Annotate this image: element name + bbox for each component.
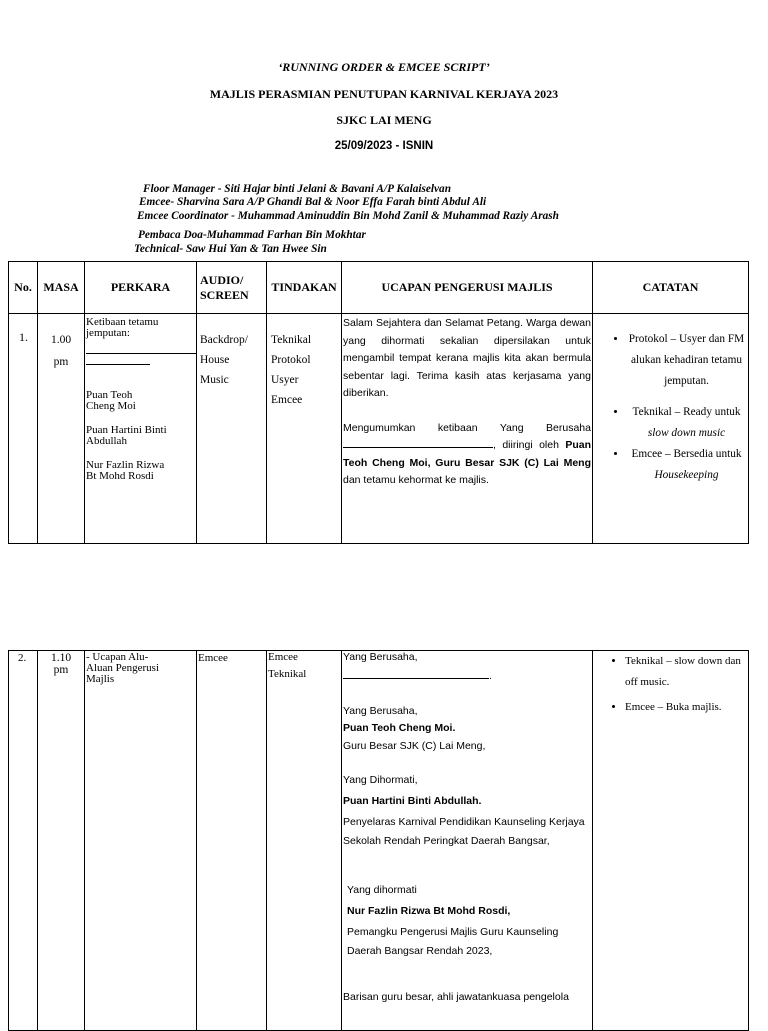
row1-ucapan: [342, 314, 593, 544]
school-name: SJKC LAI MENG: [336, 113, 432, 127]
row2-speech-blank: [343, 669, 489, 679]
row2-speech-l4: Guru Besar SJK (C) Lai Meng,: [343, 739, 486, 752]
col-header-audio-line1: AUDIO/: [200, 272, 244, 287]
row1-tindakan-4: Emcee: [271, 394, 303, 406]
row2-speech-l2: Yang Berusaha,: [343, 704, 418, 717]
col-header-tindakan: TINDAKAN: [267, 262, 342, 314]
row1-note-protokol: • Protokol – Usyer dan FM alukan kehadiran tetamu jemputan.: [627, 329, 746, 392]
row2-masa: [38, 651, 85, 1031]
document-title: ‘RUNNING ORDER & EMCEE SCRIPT’: [278, 60, 490, 74]
col-header-audio-line2: SCREEN: [200, 287, 249, 302]
row1-note-emcee-text: Emcee – Bersedia untuk: [631, 448, 742, 460]
row2-ucapan: [342, 651, 593, 1031]
row1-speech-blank: [343, 437, 493, 448]
row1-speech-p2: [343, 420, 591, 490]
row1-blank-1: [86, 339, 196, 354]
crew-emcee-coordinator: Emcee Coordinator - Muhammad Aminuddin Bin Mohd Zanil & Muhammad Raziy Arash: [137, 210, 559, 222]
row1-masa-time: 1.00: [50, 334, 72, 346]
col-header-no: No.: [9, 262, 38, 314]
row1-tindakan-1: Teknikal: [271, 334, 312, 346]
row2-perkara: [85, 651, 197, 1031]
row1-perkara-title: Ketibaan tetamu jemputan:: [86, 316, 159, 339]
row1-masa-ampm: pm: [53, 356, 69, 368]
row2-note-teknikal-text: Teknikal – slow down dan off music.: [625, 655, 741, 688]
row2-speech-l10: Pemangku Pengerusi Majlis Guru Kaunseling Daerah Bangsar Rendah 2023,: [347, 926, 559, 957]
row1-note-teknikal: [627, 402, 746, 444]
row1-note-teknikal-italic: slow down music: [647, 427, 726, 439]
row1-audio-line3: Music: [200, 374, 229, 386]
row2-masa-ampm: pm: [53, 664, 69, 676]
row1-speech-principal: Puan Teoh Cheng Moi, Guru Besar SJK (C) Lai Meng: [343, 439, 591, 469]
row1-catatan: [593, 314, 749, 544]
row1-blank-2: [86, 361, 150, 365]
col-header-perkara: PERKARA: [85, 262, 197, 314]
crew-technical: Technical- Saw Hui Yan & Tan Hwee Sin: [134, 243, 327, 255]
row2-perkara-text: - Ucapan Alu-Aluan Pengerusi Majlis: [86, 651, 160, 685]
col-header-masa: MASA: [38, 262, 85, 314]
row1-note-emcee: [627, 444, 746, 486]
crew-prayer-reader: Pembaca Doa-Muhammad Farhan Bin Mokhtar: [138, 229, 366, 241]
row2-speech-l5: Yang Dihormati,: [343, 774, 418, 786]
row1-audio-line2: House: [200, 354, 230, 366]
row1-tindakan-2: Protokol: [271, 354, 311, 366]
row2-tindakan: [267, 651, 342, 1031]
row2-speech-l8: Yang dihormati: [347, 884, 417, 896]
col-header-audio: [197, 262, 267, 314]
row1-guest-2: Puan Hartini Binti Abdullah: [86, 424, 167, 447]
col-header-ucapan: UCAPAN PENGERUSI MAJLIS: [342, 262, 593, 314]
row1-speech-p1: Salam Sejahtera dan Selamat Petang. Warga dewan yang dihormati sekalian dipersilakan untuk mengambil tempat kerana majlis kita akan bermula sebentar lagi. Terima kasih atas kerjasama yang diberikan.: [343, 317, 591, 399]
row2-no: 2.: [9, 651, 38, 1031]
row1-audio: [197, 314, 267, 544]
row1-guest-3: Nur Fazlin Rizwa Bt Mohd Rosdi: [86, 459, 165, 482]
crew-floor-manager: Floor Manager - Siti Hajar binti Jelani & Bavani A/P Kalaiselvan: [143, 183, 451, 195]
table-row: [9, 314, 749, 544]
row2-masa-time: 1.10: [50, 652, 72, 664]
row1-tindakan-3: Usyer: [271, 374, 299, 386]
row2-audio: Emcee: [197, 651, 267, 1031]
row1-perkara: [85, 314, 197, 544]
crew-emcee: Emcee- Sharvina Sara A/P Ghandi Bal & Noor Effa Farah binti Abdul Ali: [139, 196, 487, 208]
row1-note-emcee-italic: Housekeeping: [654, 469, 719, 481]
row2-speech-l7: Penyelaras Karnival Pendidikan Kaunseling Kerjaya Sekolah Rendah Peringkat Daerah Bangsar,: [343, 816, 585, 847]
schedule-table-2: [8, 650, 749, 1031]
row2-tindakan-1: Emcee: [268, 651, 298, 663]
row2-note-teknikal: [625, 651, 746, 693]
row2-speech-blank-line: .: [343, 668, 591, 686]
row2-speech-l9: Nur Fazlin Rizwa Bt Mohd Rosdi,: [347, 904, 511, 917]
row1-audio-line1: Backdrop/: [200, 334, 248, 346]
row1-masa: [38, 314, 85, 544]
row2-note-emcee: • Emcee – Buka majlis.: [625, 697, 746, 718]
schedule-table-1: [8, 261, 749, 544]
row1-no: 1.: [9, 314, 38, 544]
col-header-catatan: CATATAN: [593, 262, 749, 314]
row2-speech-l1: Yang Berusaha,: [343, 651, 418, 663]
row1-tindakan: [267, 314, 342, 544]
row1-speech-guests: dan tetamu kehormat ke majlis.: [343, 474, 489, 486]
row1-guest-1: Puan Teoh Cheng Moi: [86, 389, 136, 412]
row2-speech-l11: Barisan guru besar, ahli jawatankuasa pengelola: [343, 991, 569, 1003]
table-row: [9, 651, 749, 1031]
table-header-row: [9, 262, 749, 314]
row2-tindakan-2: Teknikal: [268, 668, 307, 680]
row1-speech-accompanied: , diiringi oleh: [493, 439, 559, 451]
row1-speech-announce: Mengumumkan ketibaan Yang Berusaha: [343, 421, 591, 434]
row2-speech-l6: Puan Hartini Binti Abdullah.: [343, 794, 482, 807]
row1-note-teknikal-text: Teknikal – Ready untuk: [632, 406, 741, 418]
row2-catatan: [593, 651, 749, 1031]
event-title: MAJLIS PERASMIAN PENUTUPAN KARNIVAL KERJAYA 2023: [209, 87, 559, 101]
row2-speech-l3: Puan Teoh Cheng Moi.: [343, 722, 456, 734]
event-date: 25/09/2023 - ISNIN: [334, 140, 434, 152]
